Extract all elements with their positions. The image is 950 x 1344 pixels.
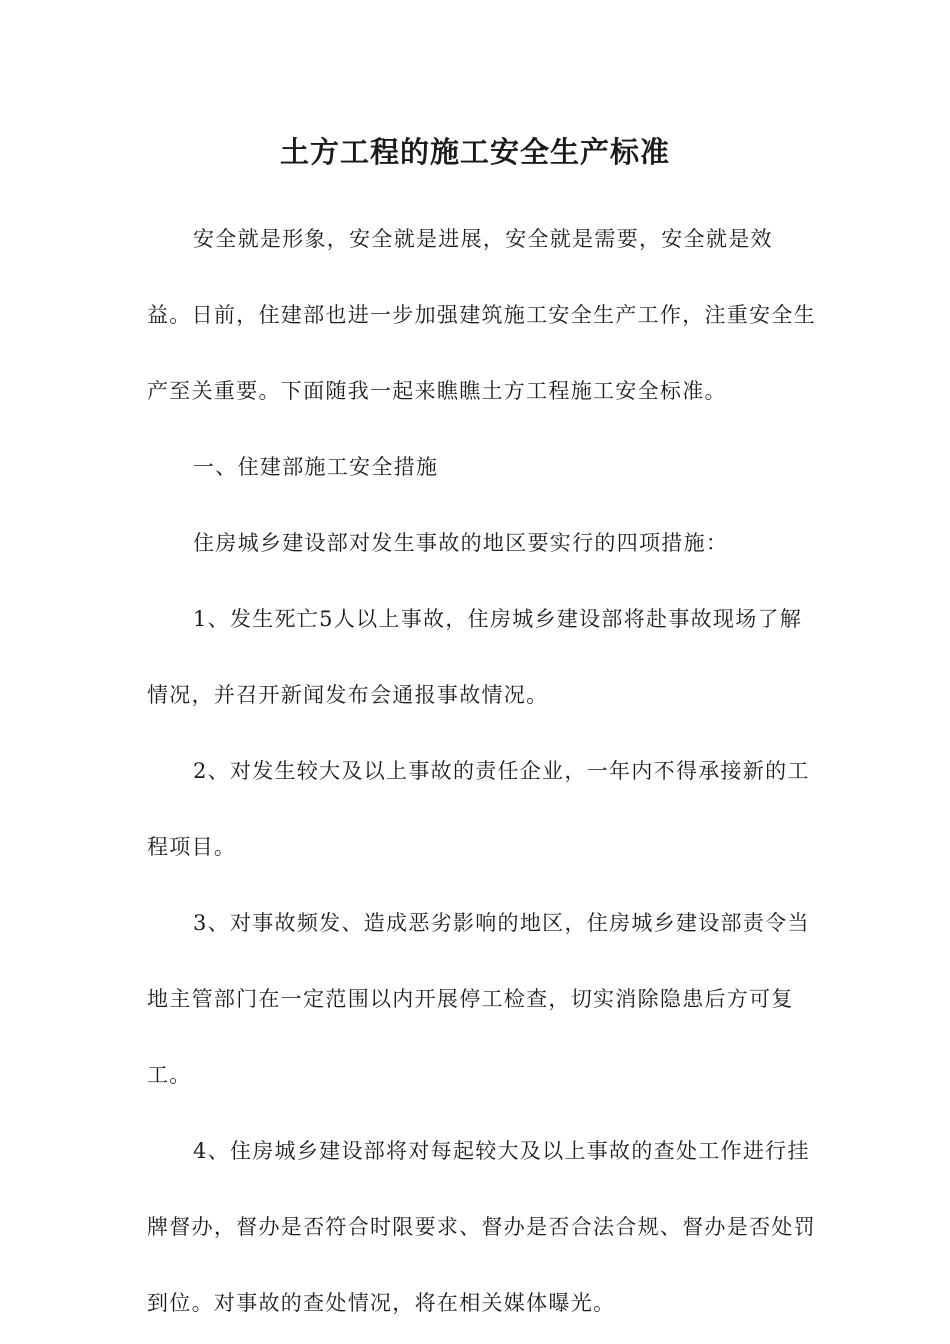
section-heading-1: 一、住建部施工安全措施 [193,455,439,479]
paragraph-measures-lead: 住房城乡建设部对发生事故的地区要实行的四项措施： [193,531,729,555]
list-item-4: 4、住房城乡建设部将对每起较大及以上事故的查处工作进行挂牌督办，督办是否符合时限要求、督办是否合法合规、督办是否处罚到位。对事故的查处情况，将在相关媒体曝光。 [147,1139,816,1315]
list-item-3: 3、对事故频发、造成恶劣影响的地区，住房城乡建设部责令当地主管部门在一定范围以内开展停工检查，切实消除隐患后方可复工。 [147,911,810,1087]
list-item-1: 1、发生死亡5人以上事故，住房城乡建设部将赴事故现场了解情况，并召开新闻发布会通报事故情况。 [147,607,803,707]
list-item-2: 2、对发生较大及以上事故的责任企业，一年内不得承接新的工程项目。 [147,759,810,859]
document-body [147,201,817,1341]
paragraph-intro: 安全就是形象，安全就是进展，安全就是需要，安全就是效益。日前，住建部也进一步加强建筑施工安全生产工作，注重安全生产至关重要。下面随我一起来瞧瞧土方工程施工安全标准。 [147,227,816,403]
document-title: 土方工程的施工安全生产标准 [279,135,670,169]
